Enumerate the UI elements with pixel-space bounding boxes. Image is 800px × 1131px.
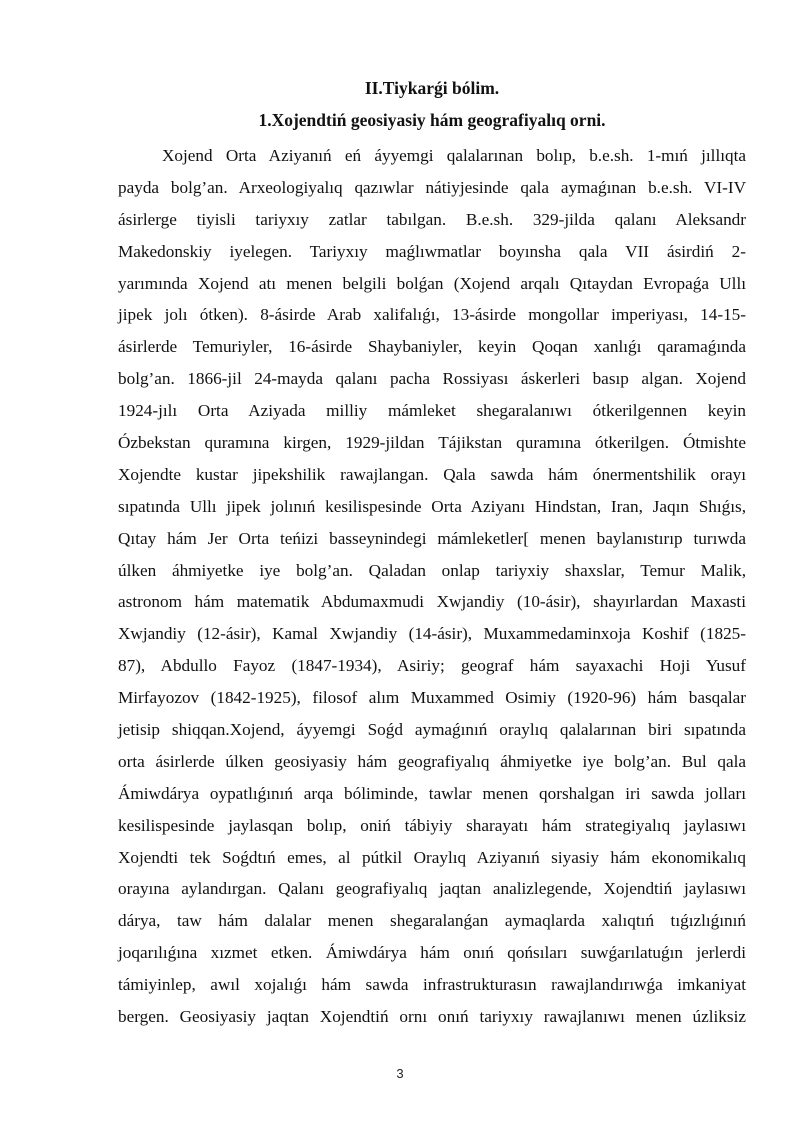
paragraph-line: orayına aylandırgan. Qalanı geografiyalıq jaqtan analizlegende, Xojendtiń jaylasıwı [118,879,746,899]
paragraph-line: astronom hám matematik Abdumaxmudi Xwjandiy (10-ásir), shayırlardan Maxasti [118,592,746,612]
body-paragraph [118,140,746,1033]
paragraph-line: Xwjandiy (12-ásir), Kamal Xwjandiy (14-ásir), Muxammedaminxoja Koshif (1825- [118,624,746,644]
paragraph-line: payda bolg’an. Arxeologiyalıq qazıwlar nátiyjesinde qala aymaǵınan b.e.sh. VI-IV [118,177,746,197]
paragraph-line: orta ásirlerde úlken geosiyasiy hám geografiyalıq áhmiyetke iye bolg’an. Bul qala [118,751,746,771]
paragraph-line: jetisip shiqqan.Xojend, áyyemgi Soǵd aymaǵınıń oraylıq qalalarınan biri sıpatında [118,720,746,740]
paragraph-line: Makedonskiy iyelegen. Tariyxıy maǵlıwmatlar boyınsha qala VII ásirdiń 2- [118,241,746,261]
paragraph-line: Xojendte kustar jipekshilik rawajlangan. Qala sawda hám ónermentshilik orayı [118,464,746,484]
paragraph-line: úlken áhmiyetke iye bolg’an. Qaladan onlap tariyxiy shaxslar, Temur Malik, [118,560,746,580]
paragraph-line: kesilispesinde jaylasqan bolıp, oniń tábiyiy sharayatı hám strategiyalıq jaylasıwı [118,815,746,835]
paragraph-line: dárya, taw hám dalalar menen shegaralanǵan aymaqlarda xalıqtıń tıǵızlıǵınıń [118,911,746,931]
paragraph-line: Ámiwdárya oypatlıǵınıń arqa bóliminde, tawlar menen qorshalgan iri sawda jolları [118,783,746,803]
page-number: 3 [396,1066,404,1081]
paragraph-line: támiyinlep, awıl xojalıǵı hám sawda infrastrukturasın rawajlandırıwǵa imkaniyat [118,975,746,995]
paragraph-line: Qıtay hám Jer Orta teńizi basseynindegi mámleketler[ menen baylanıstırıp turıwda [118,528,746,548]
paragraph-line: yarımında Xojend atı menen belgili bolǵan (Xojend arqalı Qıtaydan Evropaǵa Ullı [118,273,746,293]
paragraph-line: sıpatında Ullı jipek jolınıń kesilispesinde Orta Aziyanı Hindstan, Iran, Jaqın Shıǵıs, [118,496,746,516]
paragraph-line: Xojend Orta Aziyanıń eń áyyemgi qalalarınan bolıp, b.e.sh. 1-mıń jıllıqta [162,146,746,165]
paragraph-line: Mirfayozov (1842-1925), filosof alım Muxammed Osimiy (1920-96) hám basqalar [118,688,746,708]
paragraph-line: joqarılıǵına xızmet etken. Ámiwdárya hám onıń qońsıları suwǵarılatuǵın jerlerdi [118,943,746,963]
paragraph-line: bergen. Geosiyasiy jaqtan Xojendtiń ornı onıń tariyxıy rawajlanıwı menen úzliksiz [118,1007,746,1027]
paragraph-line: 1924-jılı Orta Aziyada milliy mámleket shegaralanıwı ótkerilgennen keyin [118,401,746,421]
paragraph-line: 87), Abdullo Fayoz (1847-1934), Asiriy; geograf hám sayaxachi Hoji Yusuf [118,656,746,676]
paragraph-line: ásirlerde Temuriyler, 16-ásirde Shaybaniyler, keyin Qoqan xanlıǵı qaramaǵında [118,337,746,357]
paragraph-line: Xojendti tek Soǵdtıń emes, al pútkil Oraylıq Aziyanıń siyasiy hám ekonomikalıq [118,847,746,867]
paragraph-line: jipek jolı ótken). 8-ásirde Arab xalifalıǵı, 13-ásirde mongollar imperiyası, 14-15- [118,305,746,325]
section-title: II.Tiykarǵi bólim. [364,78,500,98]
paragraph-line: bolg’an. 1866-jil 24-mayda qalanı pacha Rossiyası áskerleri basıp algan. Xojend [118,369,746,389]
paragraph-line: ásirlerge tiyisli tariyxıy zatlar tabılgan. B.e.sh. 329-jilda qalanı Aleksandr [118,209,746,229]
subsection-title: 1.Xojendtiń geosiyasiy hám geografiyalıq orni. [258,110,606,130]
paragraph-line: Ózbekstan quramına kirgen, 1929-jildan Tájikstan quramına ótkerilgen. Ótmishte [118,433,746,453]
